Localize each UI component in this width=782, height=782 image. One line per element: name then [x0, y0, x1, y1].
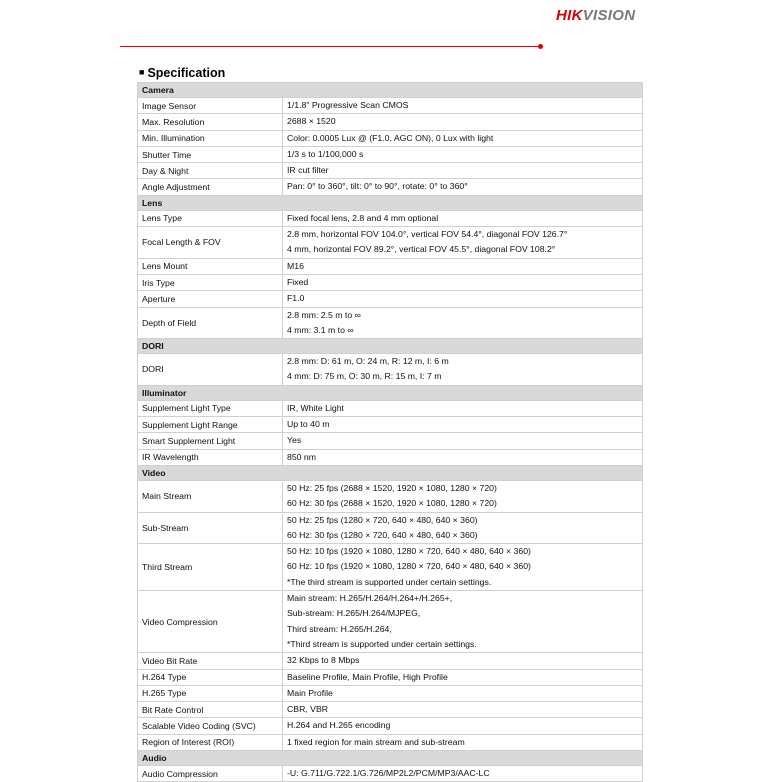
- spec-value-line: Main stream: H.265/H.264/H.264+/H.265+,: [287, 593, 453, 604]
- logo-part-vision: VISION: [582, 7, 636, 24]
- spec-value-cell: [283, 417, 643, 433]
- specification-table: [137, 82, 643, 782]
- spec-value-cell: [283, 765, 643, 781]
- spec-label: Image Sensor: [138, 98, 283, 114]
- spec-value-cell: [283, 354, 643, 386]
- spec-value-line: *The third stream is supported under certain settings.: [287, 576, 492, 587]
- spec-label: Third Stream: [138, 544, 283, 591]
- spec-label: Day & Night: [138, 163, 283, 179]
- spec-value-cell: [283, 146, 643, 162]
- spec-value-line: 850 nm: [287, 451, 316, 462]
- spec-row: [138, 400, 643, 416]
- spec-label: Bit Rate Control: [138, 702, 283, 718]
- spec-value-cell: [283, 653, 643, 669]
- section-header-row: [138, 385, 643, 400]
- spec-value-line: Yes: [287, 435, 302, 446]
- section-header: Audio: [138, 750, 643, 765]
- spec-row: [138, 354, 643, 386]
- spec-label: Video Compression: [138, 591, 283, 653]
- spec-label: Aperture: [138, 291, 283, 307]
- spec-value-line: 4 mm: 3.1 m to ∞: [287, 324, 354, 335]
- spec-value-cell: [283, 702, 643, 718]
- spec-label: Supplement Light Type: [138, 400, 283, 416]
- spec-label: Audio Compression: [138, 765, 283, 781]
- spec-value-line: 50 Hz: 25 fps (2688 × 1520, 1920 × 1080, 1280 × 720): [287, 482, 497, 493]
- spec-value-line: 1/1.8" Progressive Scan CMOS: [287, 100, 409, 110]
- spec-value-cell: [283, 258, 643, 274]
- spec-value-line: 60 Hz: 30 fps (2688 × 1520, 1920 × 1080, 1280 × 720): [287, 498, 497, 509]
- spec-value-line: IR cut filter: [287, 165, 329, 176]
- spec-value-line: 60 Hz: 10 fps (1920 × 1080, 1280 × 720, 640 × 480, 640 × 360): [287, 561, 531, 572]
- page-title: [139, 66, 225, 80]
- spec-value-cell: [283, 591, 643, 653]
- spec-label: Smart Supplement Light: [138, 433, 283, 449]
- spec-row: [138, 765, 643, 781]
- spec-row: [138, 258, 643, 274]
- spec-value-line: 2688 × 1520: [287, 116, 336, 127]
- spec-label: Main Stream: [138, 480, 283, 512]
- spec-label: Scalable Video Coding (SVC): [138, 718, 283, 734]
- spec-value-line: 50 Hz: 25 fps (1280 × 720, 640 × 480, 640 × 360): [287, 514, 478, 525]
- spec-value-line: Baseline Profile, Main Profile, High Profile: [287, 671, 448, 682]
- spec-label: H.265 Type: [138, 685, 283, 701]
- section-header: Illuminator: [138, 385, 643, 400]
- spec-row: [138, 417, 643, 433]
- spec-value-cell: [283, 210, 643, 226]
- header-divider: [120, 46, 538, 47]
- spec-row: [138, 210, 643, 226]
- spec-value-line: 50 Hz: 10 fps (1920 × 1080, 1280 × 720, 640 × 480, 640 × 360): [287, 546, 531, 557]
- spec-value-cell: [283, 307, 643, 339]
- spec-label: Angle Adjustment: [138, 179, 283, 195]
- spec-value-line: 2.8 mm, horizontal FOV 104.0°, vertical FOV 54.4°, diagonal FOV 126.7°: [287, 229, 568, 240]
- spec-label: H.264 Type: [138, 669, 283, 685]
- spec-label: Iris Type: [138, 274, 283, 290]
- spec-value-line: 32 Kbps to 8 Mbps: [287, 655, 360, 666]
- spec-label: Focal Length & FOV: [138, 227, 283, 259]
- spec-value-line: 4 mm: D: 75 m, O: 30 m, R: 15 m, I: 7 m: [287, 371, 442, 382]
- logo-part-hik: HIK: [556, 7, 583, 24]
- spec-label: Sub-Stream: [138, 512, 283, 544]
- section-header-row: [138, 465, 643, 480]
- section-header-row: [138, 83, 643, 98]
- spec-label: Region of Interest (ROI): [138, 734, 283, 750]
- page-title-text: Specification: [147, 66, 226, 80]
- spec-value-cell: [283, 130, 643, 146]
- spec-label: Supplement Light Range: [138, 417, 283, 433]
- spec-row: [138, 653, 643, 669]
- spec-row: [138, 512, 643, 544]
- spec-value-cell: [283, 669, 643, 685]
- spec-value-line: Up to 40 m: [287, 419, 330, 430]
- hikvision-logo: [556, 7, 635, 24]
- spec-row: [138, 179, 643, 195]
- spec-row: [138, 449, 643, 465]
- spec-row: [138, 98, 643, 114]
- spec-row: [138, 591, 643, 653]
- header-divider-dot: [538, 44, 543, 49]
- spec-value-cell: [283, 274, 643, 290]
- spec-value-line: Fixed focal lens, 2.8 and 4 mm optional: [287, 212, 439, 223]
- section-header: DORI: [138, 339, 643, 354]
- section-header-row: [138, 195, 643, 210]
- section-header: Lens: [138, 195, 643, 210]
- spec-label: Lens Type: [138, 210, 283, 226]
- spec-label: Max. Resolution: [138, 114, 283, 130]
- spec-label: Min. Illumination: [138, 130, 283, 146]
- spec-row: [138, 274, 643, 290]
- spec-value-line: Color: 0.0005 Lux @ (F1.0, AGC ON), 0 Lux with light: [287, 132, 494, 143]
- section-header-row: [138, 750, 643, 765]
- spec-value-line: Sub-stream: H.265/H.264/MJPEG,: [287, 608, 421, 619]
- spec-row: [138, 227, 643, 259]
- spec-value-line: Third stream: H.265/H.264,: [287, 623, 392, 634]
- spec-value-cell: [283, 400, 643, 416]
- spec-label: Shutter Time: [138, 146, 283, 162]
- spec-value-line: CBR, VBR: [287, 704, 329, 715]
- spec-value-cell: [283, 480, 643, 512]
- spec-label: DORI: [138, 354, 283, 386]
- title-bullet-icon: ■: [139, 67, 145, 77]
- section-header: Video: [138, 465, 643, 480]
- spec-row: [138, 291, 643, 307]
- spec-value-cell: [283, 512, 643, 544]
- spec-value-line: M16: [287, 260, 304, 271]
- spec-row: [138, 114, 643, 130]
- spec-value-cell: [283, 449, 643, 465]
- spec-value-line: 2.8 mm: D: 61 m, O: 24 m, R: 12 m, I: 6 m: [287, 356, 449, 367]
- spec-value-line: F1.0: [287, 293, 305, 304]
- spec-value-line: Fixed: [287, 276, 309, 287]
- spec-value-cell: [283, 114, 643, 130]
- spec-value-line: Pan: 0° to 360°, tilt: 0° to 90°, rotate: 0° to 360°: [287, 181, 468, 192]
- spec-value-line: -U: G.711/G.722.1/G.726/MP2L2/PCM/MP3/AAC-LC: [287, 767, 490, 778]
- spec-row: [138, 544, 643, 591]
- spec-row: [138, 307, 643, 339]
- spec-value-cell: [283, 718, 643, 734]
- spec-value-line: 60 Hz: 30 fps (1280 × 720, 640 × 480, 640 × 360): [287, 529, 478, 540]
- spec-label: IR Wavelength: [138, 449, 283, 465]
- spec-row: [138, 669, 643, 685]
- spec-value-cell: [283, 291, 643, 307]
- spec-row: [138, 433, 643, 449]
- spec-value-cell: [283, 98, 643, 114]
- section-header-row: [138, 339, 643, 354]
- spec-value-line: 1/3 s to 1/100,000 s: [287, 148, 364, 159]
- spec-row: [138, 480, 643, 512]
- spec-value-cell: [283, 734, 643, 750]
- spec-label: Lens Mount: [138, 258, 283, 274]
- spec-row: [138, 718, 643, 734]
- spec-value-cell: [283, 685, 643, 701]
- spec-row: [138, 146, 643, 162]
- spec-label: Video Bit Rate: [138, 653, 283, 669]
- spec-row: [138, 130, 643, 146]
- spec-label: Depth of Field: [138, 307, 283, 339]
- spec-value-cell: [283, 544, 643, 591]
- section-header: Camera: [138, 83, 643, 98]
- spec-row: [138, 702, 643, 718]
- spec-row: [138, 734, 643, 750]
- spec-value-line: IR, White Light: [287, 402, 344, 413]
- spec-value-cell: [283, 179, 643, 195]
- spec-value-line: Main Profile: [287, 687, 333, 698]
- spec-value-line: 2.8 mm: 2.5 m to ∞: [287, 309, 361, 320]
- spec-value-cell: [283, 227, 643, 259]
- spec-value-line: 4 mm, horizontal FOV 89.2°, vertical FOV 45.5°, diagonal FOV 108.2°: [287, 244, 556, 255]
- spec-row: [138, 163, 643, 179]
- spec-value-cell: [283, 163, 643, 179]
- spec-value-cell: [283, 433, 643, 449]
- spec-value-line: *Third stream is supported under certain settings.: [287, 638, 477, 649]
- spec-row: [138, 685, 643, 701]
- spec-value-line: 1 fixed region for main stream and sub-stream: [287, 736, 465, 747]
- spec-value-line: H.264 and H.265 encoding: [287, 720, 391, 731]
- specification-table-body: [138, 83, 643, 782]
